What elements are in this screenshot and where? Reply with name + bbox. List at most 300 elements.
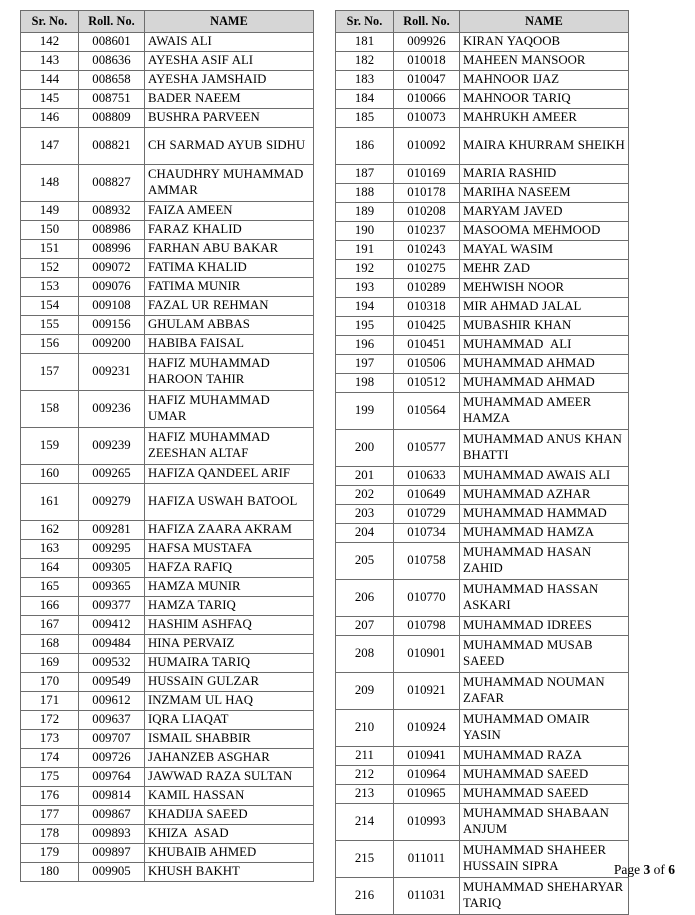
table-row [336,392,629,429]
footer-middle: of [650,862,669,877]
table-row [21,464,314,483]
cell-serial-number: 157 [21,353,79,390]
cell-roll-number: 008601 [79,32,145,51]
cell-candidate-name: FAIZA AMEEN [145,201,314,220]
cell-candidate-name: MUHAMMAD AHMAD [460,373,629,392]
table-row [336,784,629,803]
table-row [21,615,314,634]
cell-roll-number: 010965 [394,784,460,803]
roster-table-right [335,10,629,915]
cell-roll-number: 010506 [394,354,460,373]
cell-serial-number: 200 [336,429,394,466]
cell-candidate-name: MAHEEN MANSOOR [460,51,629,70]
table-row [21,748,314,767]
cell-serial-number: 177 [21,805,79,824]
cell-candidate-name: GHULAM ABBAS [145,315,314,334]
cell-roll-number: 009867 [79,805,145,824]
table-row [336,840,629,877]
cell-serial-number: 199 [336,392,394,429]
cell-serial-number: 174 [21,748,79,767]
cell-roll-number: 009926 [394,32,460,51]
table-row [336,709,629,746]
table-row [21,127,314,164]
footer-total-pages: 6 [668,862,675,877]
cell-candidate-name: MARIA RASHID [460,164,629,183]
cell-roll-number: 009108 [79,296,145,315]
cell-roll-number: 010092 [394,127,460,164]
cell-serial-number: 206 [336,579,394,616]
table-row [21,843,314,862]
cell-roll-number: 009612 [79,691,145,710]
cell-serial-number: 161 [21,483,79,520]
table-row [21,672,314,691]
cell-candidate-name: MUHAMMAD SHEHARYAR TARIQ [460,877,629,914]
table-row [21,427,314,464]
cell-serial-number: 170 [21,672,79,691]
cell-serial-number: 209 [336,672,394,709]
cell-candidate-name: MUHAMMAD MUSAB SAEED [460,635,629,672]
table-row [21,390,314,427]
cell-candidate-name: INZMAM UL HAQ [145,691,314,710]
cell-candidate-name: MUHAMMAD AHMAD [460,354,629,373]
cell-serial-number: 146 [21,108,79,127]
cell-serial-number: 154 [21,296,79,315]
cell-roll-number: 009637 [79,710,145,729]
table-row [336,485,629,504]
cell-roll-number: 010633 [394,466,460,485]
cell-candidate-name: KIRAN YAQOOB [460,32,629,51]
table-row [21,89,314,108]
cell-serial-number: 180 [21,862,79,881]
cell-serial-number: 176 [21,786,79,805]
cell-candidate-name: MAIRA KHURRAM SHEIKH [460,127,629,164]
table-row [21,70,314,89]
cell-roll-number: 009200 [79,334,145,353]
cell-candidate-name: FATIMA MUNIR [145,277,314,296]
cell-roll-number: 009905 [79,862,145,881]
cell-candidate-name: HAFIZ MUHAMMAD UMAR [145,390,314,427]
cell-serial-number: 145 [21,89,79,108]
table-row [336,221,629,240]
cell-serial-number: 171 [21,691,79,710]
cell-serial-number: 149 [21,201,79,220]
cell-roll-number: 010243 [394,240,460,259]
table-row [21,315,314,334]
cell-roll-number: 009549 [79,672,145,691]
cell-roll-number: 010924 [394,709,460,746]
cell-roll-number: 010425 [394,316,460,335]
cell-serial-number: 198 [336,373,394,392]
cell-candidate-name: MUHAMMAD SAEED [460,765,629,784]
cell-serial-number: 207 [336,616,394,635]
cell-roll-number: 009764 [79,767,145,786]
table-row [336,765,629,784]
cell-candidate-name: MUHAMMAD RAZA [460,746,629,765]
two-column-layout [20,10,675,915]
cell-candidate-name: KHADIJA SAEED [145,805,314,824]
cell-roll-number: 010275 [394,259,460,278]
cell-candidate-name: HASHIM ASHFAQ [145,615,314,634]
cell-candidate-name: MUHAMMAD HASSAN ASKARI [460,579,629,616]
cell-roll-number: 010237 [394,221,460,240]
table-row [336,877,629,914]
cell-candidate-name: IQRA LIAQAT [145,710,314,729]
cell-roll-number: 010073 [394,108,460,127]
table-header-row [336,11,629,33]
cell-candidate-name: ISMAIL SHABBIR [145,729,314,748]
cell-candidate-name: MASOOMA MEHMOOD [460,221,629,240]
table-row [21,767,314,786]
cell-candidate-name: MUHAMMAD SAEED [460,784,629,803]
cell-roll-number: 009707 [79,729,145,748]
cell-candidate-name: AWAIS ALI [145,32,314,51]
cell-serial-number: 142 [21,32,79,51]
table-row [336,259,629,278]
cell-candidate-name: FAZAL UR REHMAN [145,296,314,315]
cell-serial-number: 156 [21,334,79,353]
cell-roll-number: 008751 [79,89,145,108]
cell-serial-number: 144 [21,70,79,89]
cell-roll-number: 008636 [79,51,145,70]
cell-serial-number: 152 [21,258,79,277]
cell-serial-number: 212 [336,765,394,784]
cell-serial-number: 188 [336,183,394,202]
cell-roll-number: 010734 [394,523,460,542]
cell-serial-number: 148 [21,164,79,201]
cell-serial-number: 194 [336,297,394,316]
table-row [336,89,629,108]
cell-roll-number: 011011 [394,840,460,877]
table-row [21,691,314,710]
cell-candidate-name: AYESHA JAMSHAID [145,70,314,89]
cell-roll-number: 010169 [394,164,460,183]
table-row [21,164,314,201]
cell-roll-number: 010178 [394,183,460,202]
cell-serial-number: 155 [21,315,79,334]
cell-serial-number: 197 [336,354,394,373]
cell-candidate-name: MUHAMMAD SHABAAN ANJUM [460,803,629,840]
cell-candidate-name: HAFZA RAFIQ [145,558,314,577]
cell-roll-number: 009726 [79,748,145,767]
cell-candidate-name: MAHNOOR TARIQ [460,89,629,108]
cell-serial-number: 216 [336,877,394,914]
cell-serial-number: 191 [336,240,394,259]
cell-candidate-name: CHAUDHRY MUHAMMAD AMMAR [145,164,314,201]
cell-roll-number: 010770 [394,579,460,616]
table-row [21,201,314,220]
cell-roll-number: 009281 [79,520,145,539]
cell-roll-number: 010729 [394,504,460,523]
cell-serial-number: 182 [336,51,394,70]
cell-candidate-name: MUHAMMAD AWAIS ALI [460,466,629,485]
cell-candidate-name: MIR AHMAD JALAL [460,297,629,316]
cell-serial-number: 181 [336,32,394,51]
cell-serial-number: 213 [336,784,394,803]
cell-candidate-name: MARYAM JAVED [460,202,629,221]
cell-serial-number: 162 [21,520,79,539]
cell-serial-number: 159 [21,427,79,464]
cell-candidate-name: MUHAMMAD AZHAR [460,485,629,504]
table-row [336,354,629,373]
table-row [21,805,314,824]
cell-roll-number: 010208 [394,202,460,221]
cell-candidate-name: MUHAMMAD OMAIR YASIN [460,709,629,746]
cell-serial-number: 190 [336,221,394,240]
cell-candidate-name: AYESHA ASIF ALI [145,51,314,70]
left-table-column [20,10,313,882]
cell-serial-number: 204 [336,523,394,542]
table-row [336,70,629,89]
cell-roll-number: 009236 [79,390,145,427]
footer-prefix: Page [613,862,644,877]
cell-candidate-name: MAYAL WASIM [460,240,629,259]
roster-table-left [20,10,314,882]
cell-candidate-name: FARHAN ABU BAKAR [145,239,314,258]
cell-roll-number: 010758 [394,542,460,579]
table-row [21,108,314,127]
table-row [21,258,314,277]
cell-candidate-name: MUHAMMAD ALI [460,335,629,354]
cell-roll-number: 009072 [79,258,145,277]
cell-serial-number: 185 [336,108,394,127]
table-row [21,32,314,51]
cell-roll-number: 009265 [79,464,145,483]
cell-serial-number: 183 [336,70,394,89]
cell-roll-number: 008821 [79,127,145,164]
cell-roll-number: 009295 [79,539,145,558]
cell-serial-number: 215 [336,840,394,877]
cell-roll-number: 009893 [79,824,145,843]
table-row [336,240,629,259]
page-footer [614,862,675,878]
table-row [336,803,629,840]
cell-candidate-name: MEHR ZAD [460,259,629,278]
column-header-name: NAME [460,11,629,33]
cell-roll-number: 008986 [79,220,145,239]
table-row [21,277,314,296]
cell-serial-number: 165 [21,577,79,596]
cell-roll-number: 009365 [79,577,145,596]
roster-body-right [336,32,629,914]
cell-roll-number: 009156 [79,315,145,334]
cell-roll-number: 009814 [79,786,145,805]
cell-roll-number: 008809 [79,108,145,127]
cell-candidate-name: FARAZ KHALID [145,220,314,239]
cell-roll-number: 011031 [394,877,460,914]
cell-roll-number: 010066 [394,89,460,108]
cell-serial-number: 179 [21,843,79,862]
table-row [336,108,629,127]
column-header-sr-no: Sr. No. [21,11,79,33]
cell-candidate-name: HAFIZA USWAH BATOOL [145,483,314,520]
cell-candidate-name: MUHAMMAD AMEER HAMZA [460,392,629,429]
cell-candidate-name: KAMIL HASSAN [145,786,314,805]
table-row [336,373,629,392]
table-row [336,32,629,51]
cell-roll-number: 008658 [79,70,145,89]
table-row [336,746,629,765]
table-row [21,729,314,748]
cell-candidate-name: HUSSAIN GULZAR [145,672,314,691]
cell-candidate-name: MUHAMMAD ANUS KHAN BHATTI [460,429,629,466]
cell-candidate-name: BADER NAEEM [145,89,314,108]
cell-serial-number: 175 [21,767,79,786]
cell-roll-number: 008932 [79,201,145,220]
cell-candidate-name: MUHAMMAD SHAHEER HUSSAIN SIPRA [460,840,629,877]
table-row [336,504,629,523]
cell-candidate-name: MEHWISH NOOR [460,278,629,297]
cell-roll-number: 009412 [79,615,145,634]
cell-serial-number: 163 [21,539,79,558]
cell-candidate-name: HINA PERVAIZ [145,634,314,653]
cell-roll-number: 009484 [79,634,145,653]
cell-serial-number: 195 [336,316,394,335]
cell-serial-number: 172 [21,710,79,729]
table-row [21,558,314,577]
cell-serial-number: 167 [21,615,79,634]
cell-roll-number: 009231 [79,353,145,390]
cell-serial-number: 211 [336,746,394,765]
table-row [336,579,629,616]
cell-roll-number: 010577 [394,429,460,466]
cell-serial-number: 193 [336,278,394,297]
cell-serial-number: 169 [21,653,79,672]
cell-candidate-name: HABIBA FAISAL [145,334,314,353]
cell-serial-number: 196 [336,335,394,354]
table-row [336,616,629,635]
table-row [336,164,629,183]
cell-serial-number: 210 [336,709,394,746]
table-row [336,51,629,70]
cell-candidate-name: HAMZA TARIQ [145,596,314,615]
cell-serial-number: 186 [336,127,394,164]
cell-roll-number: 010941 [394,746,460,765]
cell-roll-number: 010901 [394,635,460,672]
cell-candidate-name: MUBASHIR KHAN [460,316,629,335]
cell-serial-number: 147 [21,127,79,164]
cell-serial-number: 184 [336,89,394,108]
cell-roll-number: 009076 [79,277,145,296]
cell-serial-number: 202 [336,485,394,504]
cell-roll-number: 009279 [79,483,145,520]
table-row [21,353,314,390]
cell-candidate-name: HUMAIRA TARIQ [145,653,314,672]
table-row [21,862,314,881]
table-row [21,239,314,258]
cell-serial-number: 214 [336,803,394,840]
cell-roll-number: 009239 [79,427,145,464]
cell-roll-number: 009897 [79,843,145,862]
cell-roll-number: 009532 [79,653,145,672]
cell-roll-number: 010649 [394,485,460,504]
cell-candidate-name: JAHANZEB ASGHAR [145,748,314,767]
table-row [336,466,629,485]
table-row [21,634,314,653]
cell-serial-number: 153 [21,277,79,296]
cell-roll-number: 010564 [394,392,460,429]
table-row [336,429,629,466]
cell-serial-number: 160 [21,464,79,483]
table-row [336,127,629,164]
cell-candidate-name: MUHAMMAD NOUMAN ZAFAR [460,672,629,709]
footer-current-page: 3 [643,862,651,877]
table-row [21,296,314,315]
cell-candidate-name: BUSHRA PARVEEN [145,108,314,127]
cell-roll-number: 010512 [394,373,460,392]
cell-serial-number: 143 [21,51,79,70]
cell-serial-number: 205 [336,542,394,579]
cell-roll-number: 008996 [79,239,145,258]
table-row [21,786,314,805]
table-row [21,653,314,672]
cell-candidate-name: KHUBAIB AHMED [145,843,314,862]
table-row [336,297,629,316]
table-row [21,520,314,539]
table-row [336,335,629,354]
cell-serial-number: 166 [21,596,79,615]
cell-candidate-name: HAFIZA ZAARA AKRAM [145,520,314,539]
cell-serial-number: 168 [21,634,79,653]
cell-serial-number: 151 [21,239,79,258]
cell-candidate-name: HAFIZ MUHAMMAD ZEESHAN ALTAF [145,427,314,464]
table-row [21,220,314,239]
cell-serial-number: 164 [21,558,79,577]
cell-serial-number: 178 [21,824,79,843]
cell-serial-number: 201 [336,466,394,485]
cell-roll-number: 010289 [394,278,460,297]
column-header-roll-no: Roll. No. [394,11,460,33]
table-row [21,824,314,843]
table-row [336,542,629,579]
cell-serial-number: 187 [336,164,394,183]
cell-candidate-name: MUHAMMAD HAMZA [460,523,629,542]
table-row [21,577,314,596]
column-header-roll-no: Roll. No. [79,11,145,33]
cell-candidate-name: HAFSA MUSTAFA [145,539,314,558]
cell-candidate-name: HAFIZA QANDEEL ARIF [145,464,314,483]
cell-serial-number: 158 [21,390,79,427]
table-row [21,539,314,558]
cell-candidate-name: MAHRUKH AMEER [460,108,629,127]
cell-roll-number: 010798 [394,616,460,635]
cell-roll-number: 010921 [394,672,460,709]
table-row [336,635,629,672]
table-header-row [21,11,314,33]
cell-candidate-name: CH SARMAD AYUB SIDHU [145,127,314,164]
cell-roll-number: 010964 [394,765,460,784]
cell-serial-number: 173 [21,729,79,748]
cell-roll-number: 010318 [394,297,460,316]
table-row [21,596,314,615]
table-row [336,316,629,335]
cell-serial-number: 192 [336,259,394,278]
cell-candidate-name: MUHAMMAD HAMMAD [460,504,629,523]
cell-serial-number: 208 [336,635,394,672]
cell-candidate-name: KHIZA ASAD [145,824,314,843]
cell-roll-number: 008827 [79,164,145,201]
cell-roll-number: 009305 [79,558,145,577]
cell-roll-number: 010993 [394,803,460,840]
table-row [336,672,629,709]
cell-candidate-name: MUHAMMAD HASAN ZAHID [460,542,629,579]
table-row [21,334,314,353]
table-row [336,278,629,297]
table-row [21,51,314,70]
cell-candidate-name: MUHAMMAD IDREES [460,616,629,635]
cell-candidate-name: KHUSH BAKHT [145,862,314,881]
cell-candidate-name: HAMZA MUNIR [145,577,314,596]
cell-serial-number: 203 [336,504,394,523]
